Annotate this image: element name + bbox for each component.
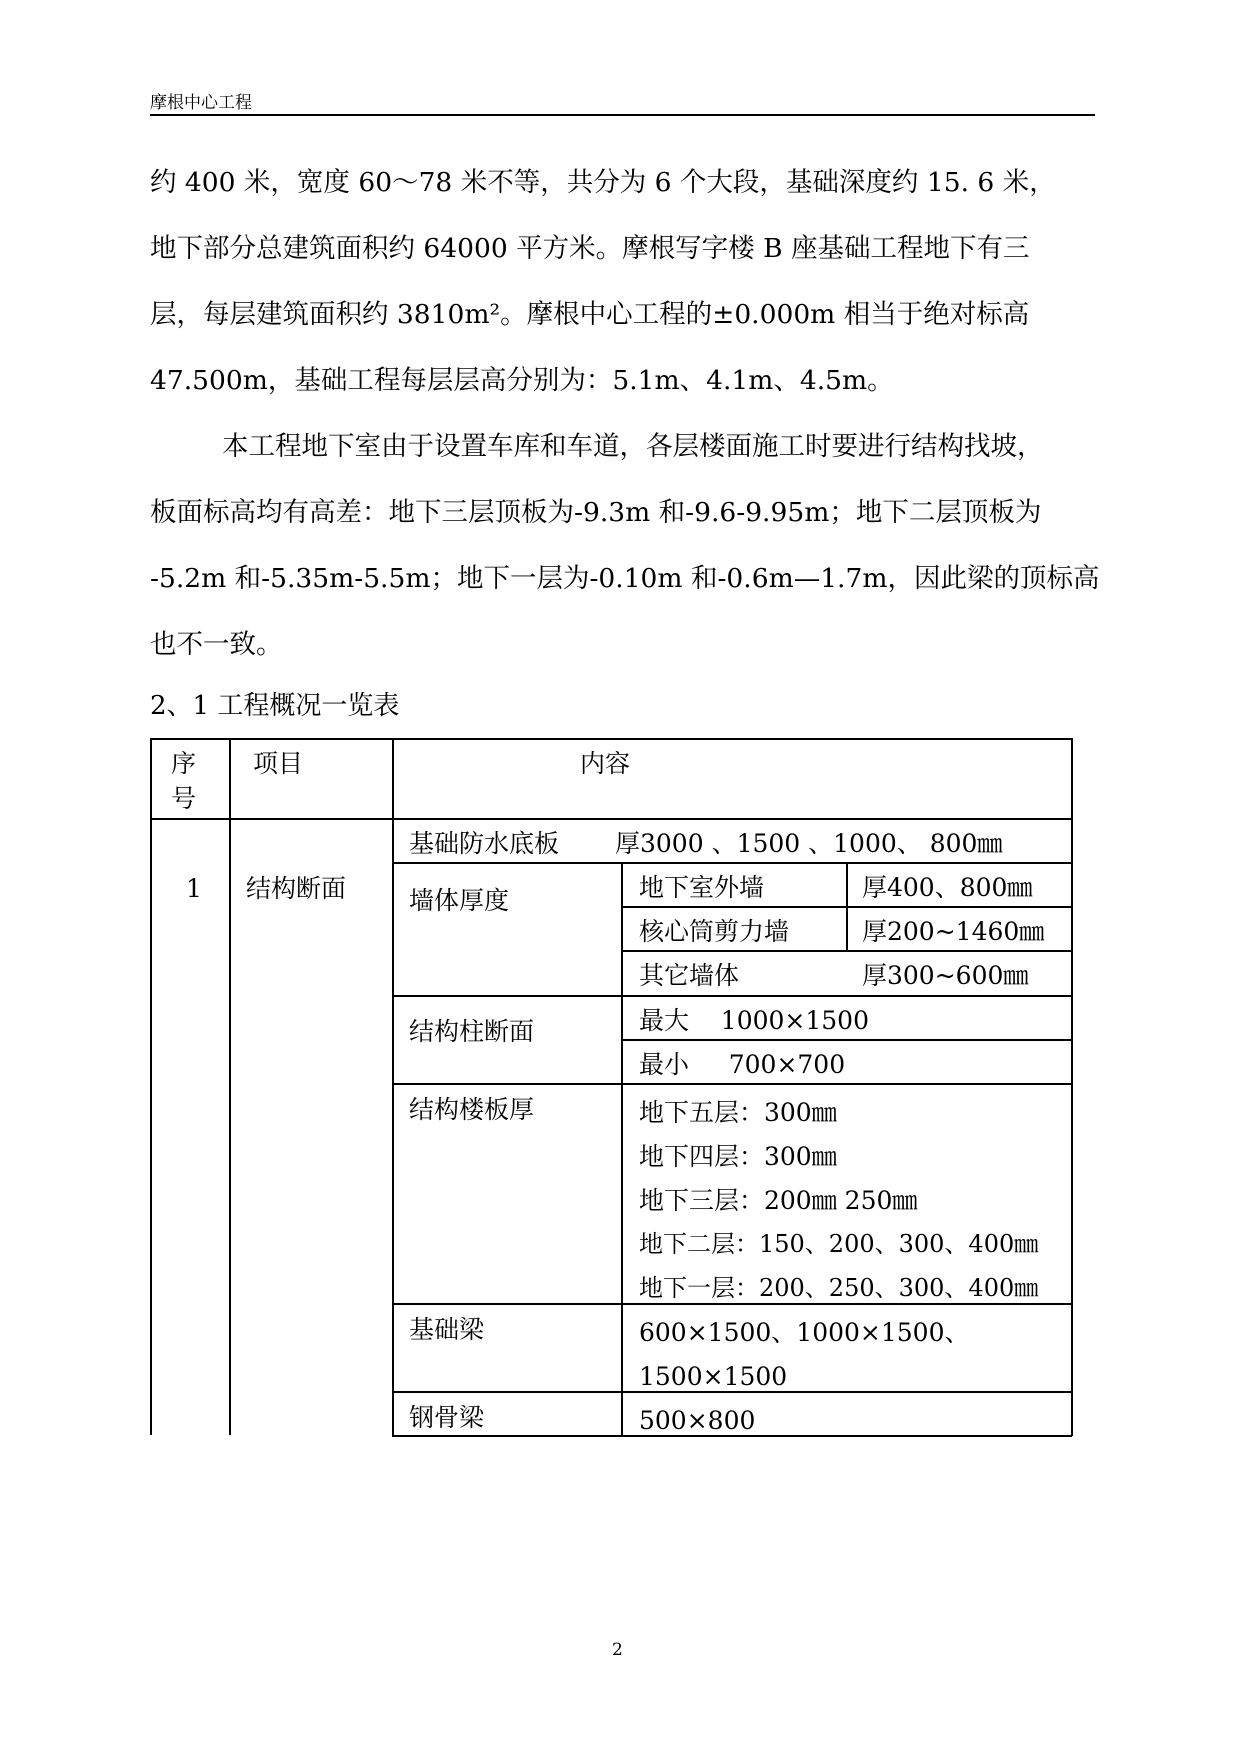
steel-beam-value: 500×800 (639, 1406, 756, 1435)
steel-beam-label: 钢骨梁 (409, 1403, 485, 1432)
slab-thickness-line: 地下一层：200、250、300、400㎜ (639, 1274, 1039, 1302)
column-section-label: 结构柱断面 (409, 1017, 535, 1046)
table-border-bottom (392, 1435, 1072, 1437)
table-border-left (150, 738, 152, 1435)
foundation-beam-line: 1500×1500 (639, 1362, 788, 1391)
table-rule (392, 1303, 1072, 1305)
slab-thickness-line: 地下四层：300㎜ (639, 1142, 837, 1171)
wall-type: 其它墙体 (639, 961, 740, 990)
slab-thickness-line: 地下二层：150、200、300、400㎜ (639, 1230, 1039, 1258)
wall-type: 地下室外墙 (639, 873, 765, 902)
row-item: 结构断面 (246, 874, 347, 903)
column-section-max: 最大 1000×1500 (639, 1006, 869, 1035)
foundation-beam-line: 600×1500、1000×1500、 (639, 1318, 970, 1347)
table-col-rule (392, 738, 394, 1436)
paragraph-2 (150, 414, 1100, 678)
table-col-rule (229, 738, 231, 1435)
table-rule (392, 1083, 1072, 1085)
paragraph-line: 地下部分总建筑面积约 64000 平方米。摩根写字楼 B 座基础工程地下有三 (150, 233, 1030, 264)
paragraph-line: 47.500m，基础工程每层层高分别为：5.1m、4.1m、4.5m。 (150, 365, 894, 396)
foundation-slab-label: 基础防水底板 (409, 829, 560, 858)
wall-value: 厚400、800㎜ (862, 873, 1033, 902)
header-no: 号 (171, 784, 197, 813)
table-col-rule (621, 862, 623, 1436)
paragraph-1 (150, 150, 1095, 414)
wall-value: 厚200~1460㎜ (862, 917, 1045, 946)
paragraph-line: 板面标高均有高差：地下三层顶板为-9.3m 和-9.6-9.95m；地下二层顶板为 (150, 497, 1042, 528)
table-caption: 2、1 工程概况一览表 (150, 691, 400, 721)
table-rule (392, 1391, 1072, 1393)
slab-thickness-label: 结构楼板厚 (409, 1095, 535, 1124)
header-item: 项目 (253, 749, 304, 778)
table-rule (392, 995, 1072, 997)
table-border-right (1071, 738, 1073, 1436)
slab-thickness-line: 地下五层：300㎜ (639, 1098, 837, 1127)
table-rule (392, 862, 1072, 864)
table-header-rule (150, 818, 1072, 820)
header-content: 内容 (580, 749, 631, 778)
wall-value: 厚300~600㎜ (862, 961, 1029, 990)
wall-thickness-label: 墙体厚度 (409, 886, 510, 915)
slab-thickness-line: 地下三层：200㎜ 250㎜ (639, 1186, 918, 1215)
paragraph-line: -5.2m 和-5.35m-5.5m；地下一层为-0.10m 和-0.6m—1.7m，因此梁的顶标高 (150, 563, 1100, 594)
foundation-slab-value: 厚3000 、1500 、1000、 800㎜ (615, 829, 1003, 858)
header-no: 序 (171, 749, 197, 778)
header-rule (150, 114, 1095, 116)
wall-type: 核心筒剪力墙 (639, 917, 790, 946)
row-number: 1 (186, 874, 202, 903)
column-section-min: 最小 700×700 (639, 1050, 846, 1079)
table-col-rule (846, 862, 848, 951)
paragraph-line: 本工程地下室由于设置车库和车道，各层楼面施工时要进行结构找坡， (222, 431, 1044, 462)
paragraph-line: 约 400 米，宽度 60～78 米不等，共分为 6 个大段，基础深度约 15. 6 米， (150, 167, 1056, 198)
table-border-top (150, 738, 1072, 740)
page-number: 2 (612, 1640, 623, 1660)
table-rule (621, 1039, 1072, 1041)
paragraph-line: 也不一致。 (150, 629, 283, 660)
paragraph-line: 层，每层建筑面积约 3810m²。摩根中心工程的±0.000m 相当于绝对标高 (150, 299, 1030, 330)
running-header: 摩根中心工程 (150, 93, 252, 113)
foundation-beam-label: 基础梁 (409, 1315, 485, 1344)
